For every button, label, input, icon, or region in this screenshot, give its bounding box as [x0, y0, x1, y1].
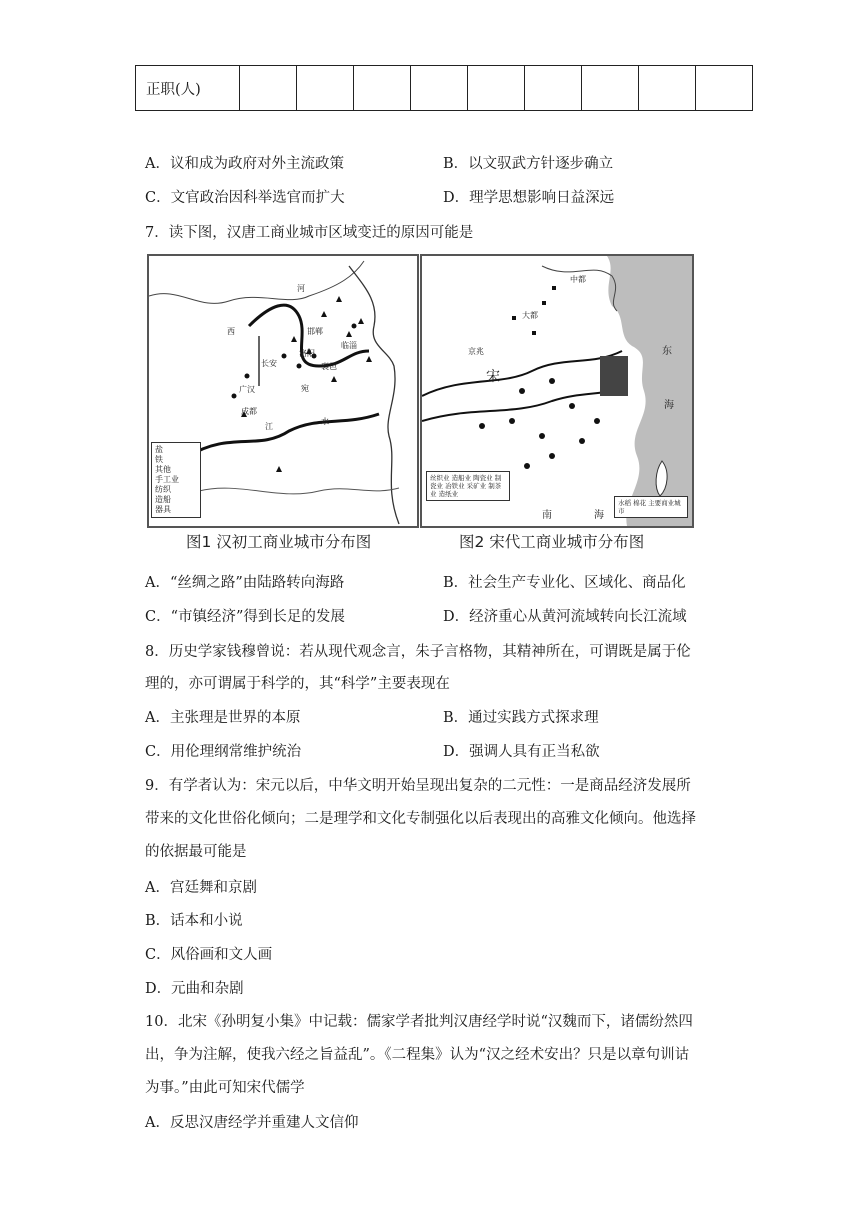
map1-label-west: 西 — [227, 327, 235, 336]
table-cell — [696, 66, 753, 111]
map1-coastline — [349, 266, 399, 524]
q8-option-b: B．通过实践方式探求理 — [443, 710, 599, 726]
legend-item: 制瓷业 — [430, 474, 502, 490]
data-table — [135, 65, 753, 111]
q9-option-d: D．元曲和杂剧 — [145, 981, 244, 997]
legend-item: 造纸业 — [438, 490, 459, 498]
map1-label-wan: 宛 — [301, 384, 309, 393]
legend-item: 陶瓷业 — [473, 474, 493, 482]
map2-label-nan: 南 — [542, 510, 552, 521]
q6-option-a: A．议和成为政府对外主流政策 — [145, 156, 344, 172]
map1-border-line — [149, 261, 364, 303]
q10-stem-line2: 出，争为注解，使我六经之旨益乱”。《二程集》认为“汉之经术安出？只是以章句训诂 — [145, 1047, 690, 1063]
q8-option-c: C．用伦理纲常维护统治 — [145, 744, 302, 760]
q10-stem-line3: 为事。”由此可知宋代儒学 — [145, 1080, 305, 1096]
q8-option-d: D．强调人具有正当私欲 — [443, 744, 600, 760]
table-cell — [582, 66, 639, 111]
table-cell — [525, 66, 582, 111]
q6-option-b: B．以文驭武方针逐步确立 — [443, 156, 614, 172]
map1-caption: 图1 汉初工商业城市分布图 — [186, 533, 372, 551]
q9-stem-line3: 的依据最可能是 — [145, 844, 247, 860]
map2-label-hai: 海 — [664, 400, 674, 411]
map2-label-jingzhao: 京兆 — [468, 347, 484, 356]
legend-item: 造船业 — [451, 474, 472, 482]
q8-option-a: A．主张理是世界的本原 — [145, 710, 301, 726]
map2-label-hai-2: 海 — [594, 510, 604, 521]
q8-stem-line1: 8．历史学家钱穆曾说：若从现代观念言，朱子言格物，其精神所在，可谓既是属于伦 — [145, 644, 691, 660]
map-han-dynasty — [147, 254, 419, 528]
table-cell-header: 正职(人) — [136, 66, 240, 111]
q6-option-d: D．理学思想影响日益深远 — [443, 190, 615, 206]
legend-item: 造船 — [155, 495, 171, 504]
map2-label-dadu: 大都 — [522, 311, 538, 320]
legend-item: 丝织业 — [430, 474, 450, 482]
legend-item: 器具 — [155, 505, 171, 514]
map1-yangtze-river — [189, 414, 379, 456]
legend-item: 纺织 — [155, 485, 171, 494]
table-cell — [639, 66, 696, 111]
legend-item: 水稻 — [618, 499, 631, 507]
legend-item: 其他 — [155, 465, 171, 474]
q8-stem-line2: 理的，亦可谓属于科学的，其“科学”主要表现在 — [145, 676, 450, 692]
map1-label-linzi: 临淄 — [341, 341, 357, 350]
legend-item: 采矿业 — [466, 482, 487, 490]
q9-stem-line2: 带来的文化世俗化倾向；二是理学和文化专制强化以后表现出的高雅文化倾向。他选择 — [145, 811, 696, 827]
q9-option-b: B．话本和小说 — [145, 913, 243, 929]
q6-option-c: C．文官政治因科举选官而扩大 — [145, 190, 345, 206]
legend-item: 手工业 — [155, 475, 179, 484]
map2-legend-2 — [614, 496, 688, 518]
q7-option-d: D．经济重心从黄河流域转向长江流域 — [443, 609, 687, 625]
legend-item: 冶铁业 — [445, 482, 465, 490]
map1-label-changan: 长安 — [261, 359, 277, 368]
table-cell — [240, 66, 297, 111]
map1-label-xiangyi: 襄邑 — [321, 362, 337, 371]
q9-stem-line1: 9．有学者认为：宋元以后，中华文明开始呈现出复杂的二元性：一是商品经济发展所 — [145, 778, 691, 794]
legend-item: 棉花 — [633, 499, 647, 507]
map1-label-handan: 邯郸 — [307, 327, 323, 336]
table-cell — [468, 66, 525, 111]
q7-option-c: C．“市镇经济”得到长足的发展 — [145, 609, 345, 625]
map1-label-chengdu: 成都 — [241, 407, 257, 416]
map1-legend — [151, 442, 201, 518]
map2-label-zhongdu: 中都 — [570, 275, 586, 284]
map-song-dynasty — [420, 254, 694, 528]
q7-stem: 7．读下图，汉唐工商业城市区域变迁的原因可能是 — [145, 225, 474, 241]
table-cell — [411, 66, 468, 111]
legend-item: 制茶业 — [430, 482, 502, 498]
table-cell — [354, 66, 411, 111]
q9-option-a: A．宫廷舞和京剧 — [145, 880, 257, 896]
map2-label-song: 宋 — [486, 369, 500, 385]
map1-label-guanghan: 广汉 — [239, 385, 255, 394]
map1-label-jiang: 江 — [265, 422, 273, 431]
q10-option-a: A．反思汉唐经学并重建人文信仰 — [145, 1115, 359, 1131]
legend-item: 盐 — [155, 445, 163, 454]
map2-caption: 图2 宋代工商业城市分布图 — [459, 533, 645, 551]
table-row — [136, 66, 753, 111]
map2-highlight-region — [600, 356, 628, 396]
table-cell — [297, 66, 354, 111]
q7-option-b: B．社会生产专业化、区域化、商品化 — [443, 575, 686, 591]
q7-option-a: A．“丝绸之路”由陆路转向海路 — [145, 575, 345, 591]
map1-label-river: 河 — [297, 284, 305, 293]
legend-item: 铁 — [155, 455, 163, 464]
map1-label-luoyang: 洛阳 — [299, 349, 315, 358]
q10-stem-line1: 10．北宋《孙明复小集》中记载：儒家学者批判汉唐经学时说“汉魏而下，诸儒纷然四 — [145, 1014, 693, 1030]
map1-south-border — [199, 488, 399, 494]
q9-option-c: C．风俗画和文人画 — [145, 947, 273, 963]
map1-label-shui: 水 — [321, 417, 329, 426]
map2-label-dong: 东 — [662, 346, 672, 357]
legend-item: 主要商业城市 — [618, 499, 681, 515]
map2-legend — [426, 471, 510, 501]
